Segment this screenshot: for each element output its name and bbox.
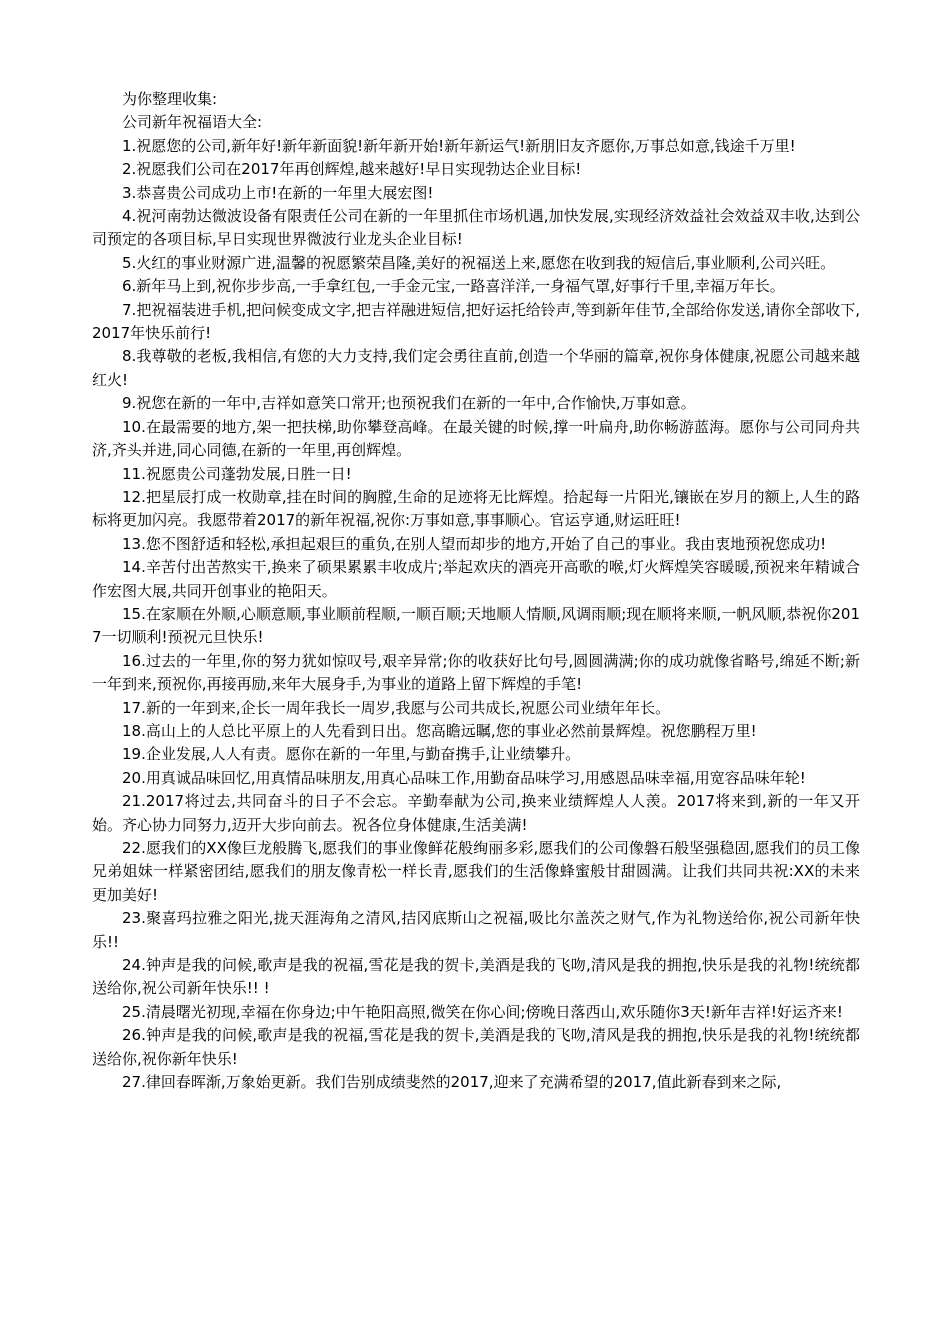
blessing-item: 26.钟声是我的问候,歌声是我的祝福,雪花是我的贺卡,美酒是我的飞吻,清风是我的拥抱,快乐是我的礼物!统统都送给你,祝你新年快乐!	[92, 1026, 860, 1068]
blessing-item: 21.2017将过去,共同奋斗的日子不会忘。辛勤奉献为公司,换来业绩辉煌人人羡。2017将来到,新的一年又开始。齐心协力同努力,迈开大步向前去。祝各位身体健康,生活美满!	[92, 792, 860, 834]
blessing-item: 27.律回春晖渐,万象始更新。我们告别成绩斐然的2017,迎来了充满希望的2017,值此新春到来之际,	[122, 1073, 782, 1092]
blessing-item: 17.新的一年到来,企长一周年我长一周岁,我愿与公司共成长,祝愿公司业绩年年长。	[122, 698, 671, 717]
blessing-item: 14.辛苦付出苦熬实干,换来了硕果累累丰收成片;举起欢庆的酒亮开高歌的喉,灯火辉煌笑容暖暖,预祝来年精诚合作宏图大展,共同开创事业的艳阳天。	[92, 558, 860, 600]
document-title: 公司新年祝福语大全:	[122, 113, 263, 132]
blessing-item: 15.在家顺在外顺,心顺意顺,事业顺前程顺,一顺百顺;天地顺人情顺,风调雨顺;现在顺将来顺,一帆风顺,恭祝你2017一切顺利!预祝元旦快乐!	[92, 604, 860, 647]
blessing-item: 11.祝愿贵公司蓬勃发展,日胜一日!	[122, 464, 352, 483]
blessing-item: 22.愿我们的XX像巨龙般腾飞,愿我们的事业像鲜花般绚丽多彩,愿我们的公司像磐石般坚强稳固,愿我们的员工像兄弟姐妹一样紧密团结,愿我们的朋友像青松一样长青,愿我们的生活像蜂蜜般甘甜圆满。让我们共同共祝:XX的未来更加美好!	[92, 839, 860, 904]
blessing-item: 10.在最需要的地方,架一把扶梯,助你攀登高峰。在最关键的时候,撑一叶扁舟,助你畅游蓝海。愿你与公司同舟共济,齐头并进,同心同德,在新的一年里,再创辉煌。	[92, 417, 860, 460]
blessing-item: 19.企业发展,人人有责。愿你在新的一年里,与勤奋携手,让业绩攀升。	[122, 745, 581, 764]
blessing-list	[92, 135, 860, 1095]
blessing-item: 2.祝愿我们公司在2017年再创辉煌,越来越好!早日实现勃达企业目标!	[122, 160, 582, 179]
blessing-item: 4.祝河南勃达微波设备有限责任公司在新的一年里抓住市场机遇,加快发展,实现经济效益社会效益双丰收,达到公司预定的各项目标,早日实现世界微波行业龙头企业目标!	[92, 207, 860, 249]
blessing-item: 20.用真诚品味回忆,用真情品味朋友,用真心品味工作,用勤奋品味学习,用感恩品味幸福,用宽容品味年轮!	[122, 768, 806, 787]
document-page	[92, 88, 860, 1094]
blessing-item: 16.过去的一年里,你的努力犹如惊叹号,艰辛异常;你的收获好比句号,圆圆满满;你的成功就像省略号,绵延不断;新一年到来,预祝你,再接再励,来年大展身手,为事业的道路上留下辉煌的手笔!	[92, 651, 860, 694]
blessing-item: 1.祝愿您的公司,新年好!新年新面貌!新年新开始!新年新运气!新朋旧友齐愿你,万事总如意,钱途千万里!	[122, 136, 796, 155]
blessing-item: 12.把星辰打成一枚勋章,挂在时间的胸膛,生命的足迹将无比辉煌。拾起每一片阳光,镶嵌在岁月的额上,人生的路标将更加闪亮。我愿带着2017的新年祝福,祝你:万事如意,事事顺心。官运亨通,财运旺旺!	[92, 487, 860, 530]
blessing-item: 7.把祝福装进手机,把问候变成文字,把吉祥融进短信,把好运托给铃声,等到新年佳节,全部给你发送,请你全部收下,2017年快乐前行!	[92, 300, 860, 343]
blessing-item: 8.我尊敬的老板,我相信,有您的大力支持,我们定会勇往直前,创造一个华丽的篇章,祝你身体健康,祝愿公司越来越红火!	[92, 347, 860, 389]
blessing-item: 24.钟声是我的问候,歌声是我的祝福,雪花是我的贺卡,美酒是我的飞吻,清风是我的拥抱,快乐是我的礼物!统统都送给你,祝公司新年快乐!! !	[92, 956, 860, 998]
blessing-item: 25.清晨曙光初现,幸福在你身边;中午艳阳高照,微笑在你心间;傍晚日落西山,欢乐随你3天!新年吉祥!好运齐来!	[122, 1002, 843, 1021]
blessing-item: 9.祝您在新的一年中,吉祥如意笑口常开;也预祝我们在新的一年中,合作愉快,万事如意。	[122, 394, 696, 413]
blessing-item: 5.火红的事业财源广进,温馨的祝愿繁荣昌隆,美好的祝福送上来,愿您在收到我的短信后,事业顺利,公司兴旺。	[122, 253, 836, 272]
blessing-item: 23.聚喜玛拉雅之阳光,拢天涯海角之清风,拮冈底斯山之祝福,吸比尔盖茨之财气,作为礼物送给你,祝公司新年快乐!!	[92, 909, 860, 951]
blessing-item: 6.新年马上到,祝你步步高,一手拿红包,一手金元宝,一路喜洋洋,一身福气罩,好事行千里,幸福万年长。	[122, 277, 785, 296]
blessing-item: 18.高山上的人总比平原上的人先看到日出。您高瞻远瞩,您的事业必然前景辉煌。祝您鹏程万里!	[122, 721, 757, 740]
blessing-item: 13.您不图舒适和轻松,承担起艰巨的重负,在别人望而却步的地方,开始了自己的事业。我由衷地预祝您成功!	[122, 534, 827, 553]
blessing-item: 3.恭喜贵公司成功上市!在新的一年里大展宏图!	[122, 183, 434, 202]
intro-line: 为你整理收集:	[122, 90, 218, 108]
